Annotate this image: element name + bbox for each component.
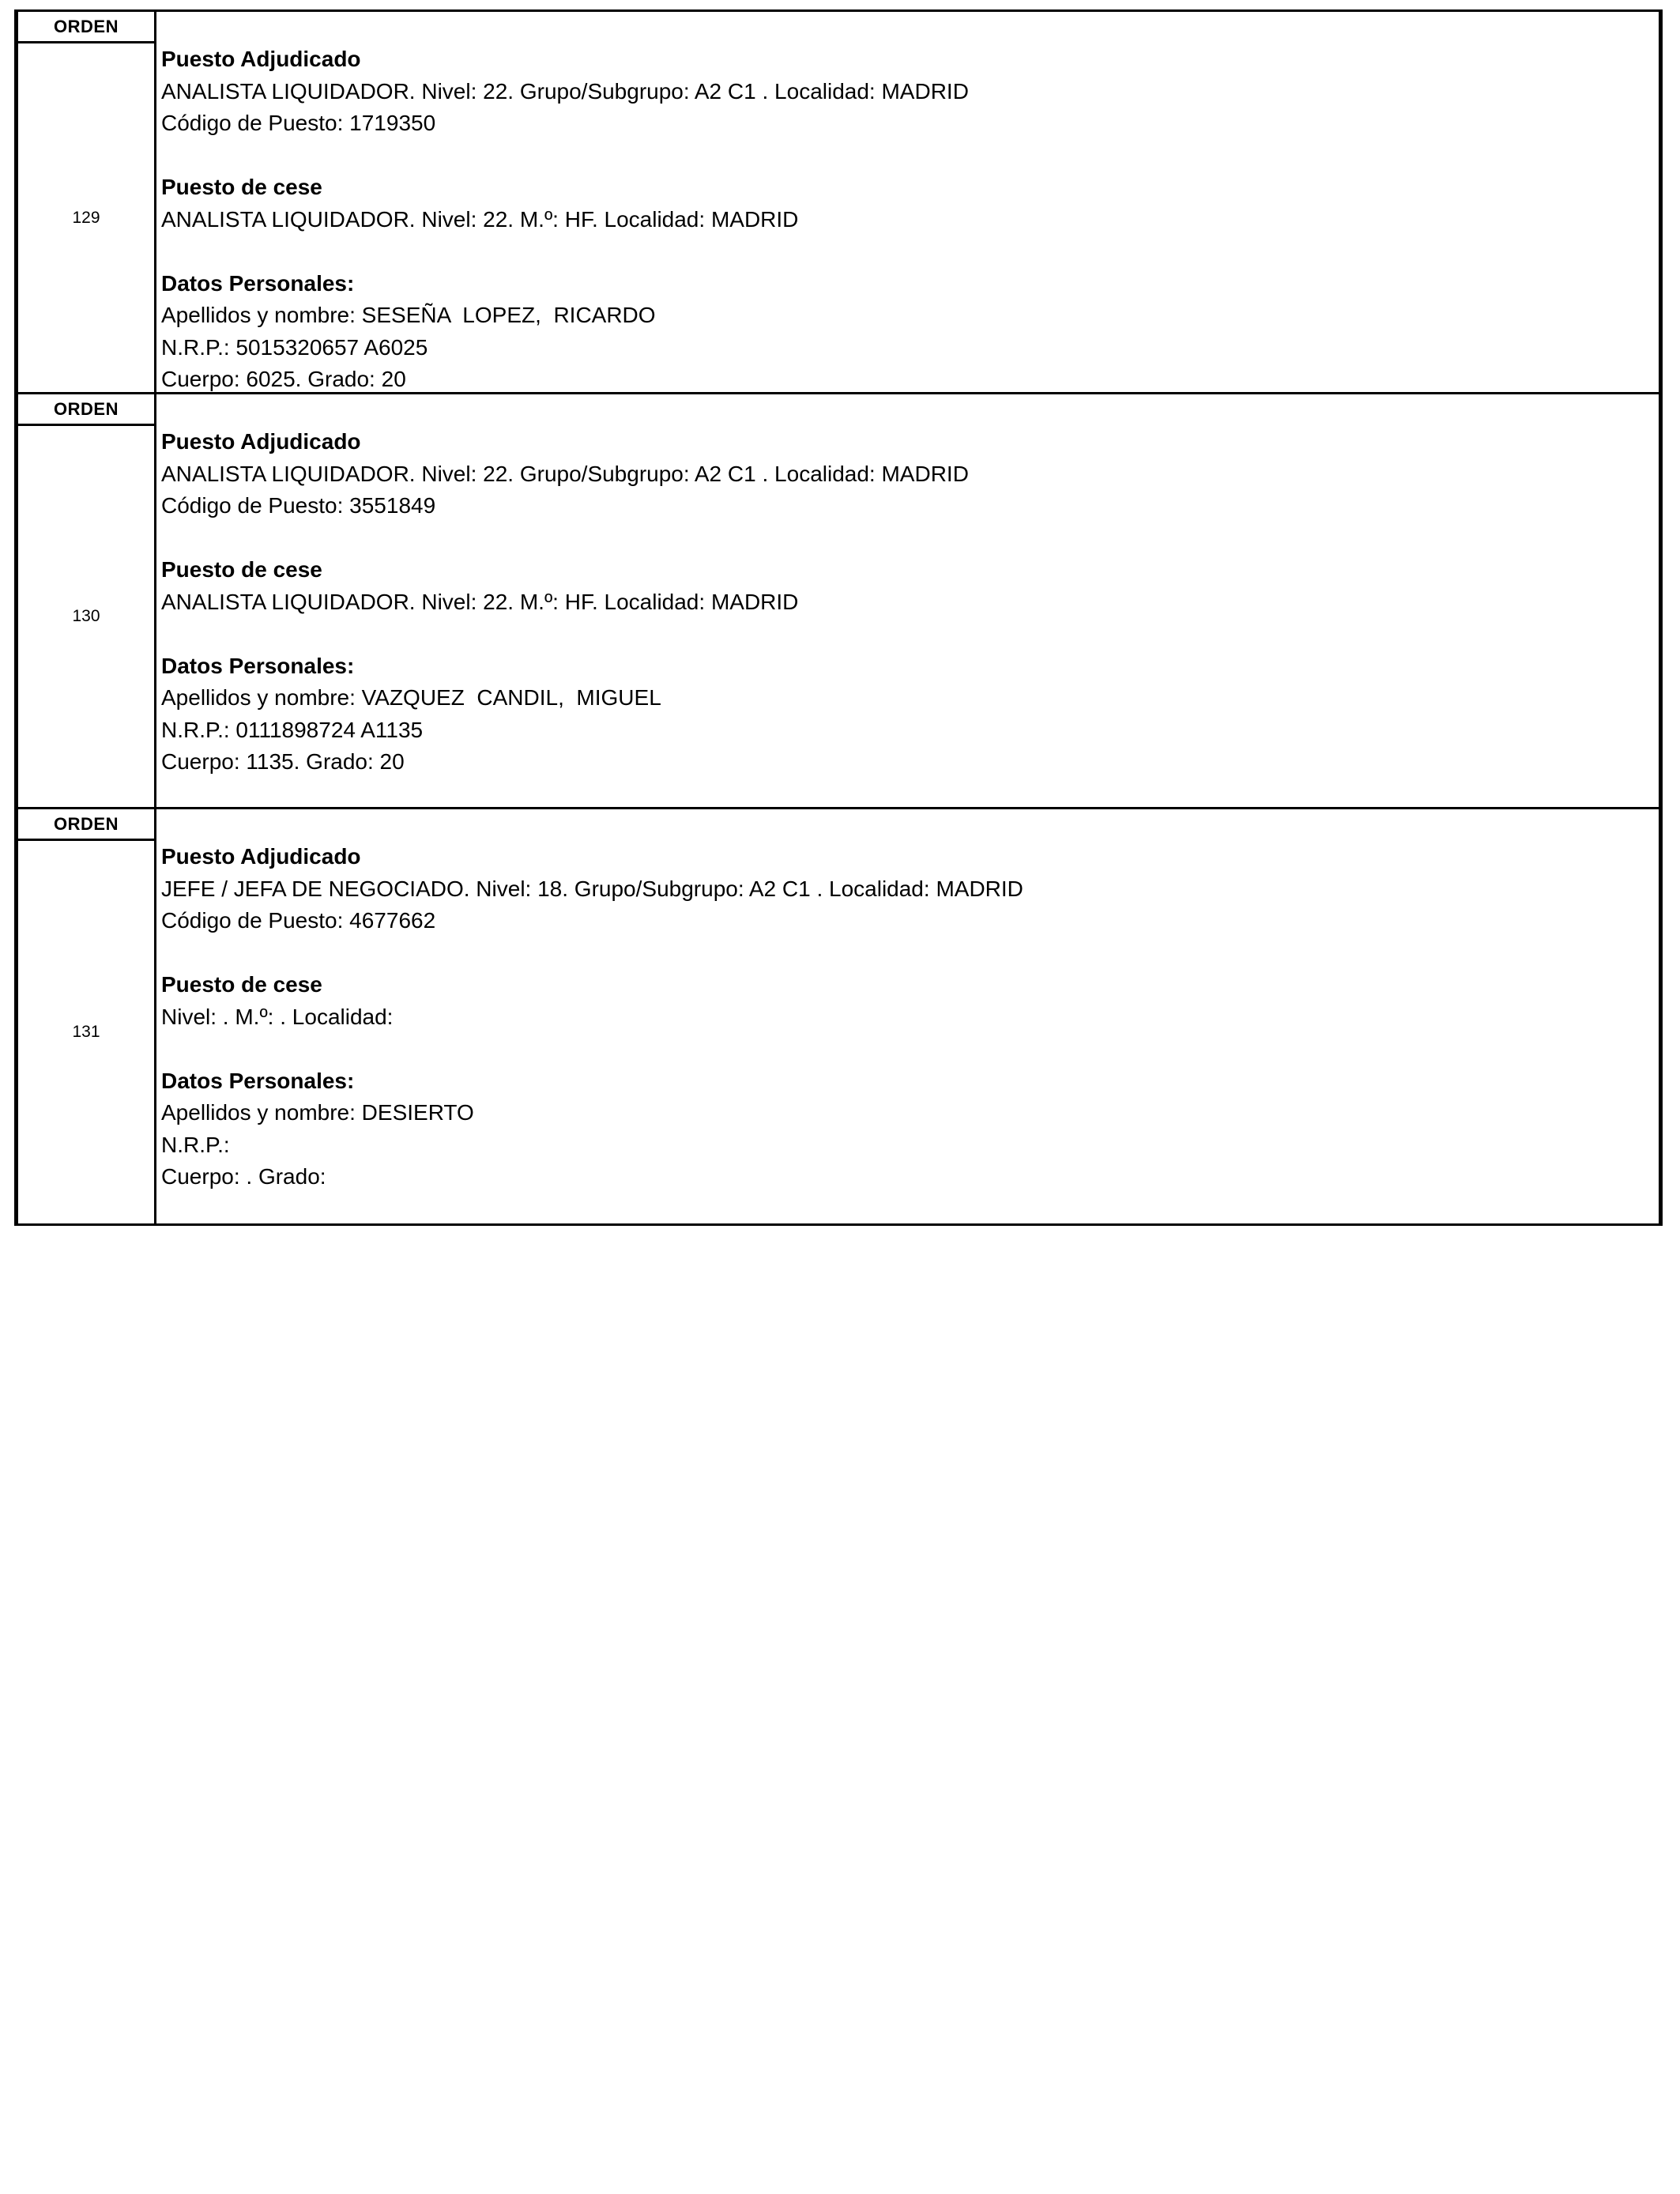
puesto-adjudicado-title: Puesto Adjudicado [161,844,361,869]
cuerpo-grado: Cuerpo: 6025. Grado: 20 [161,367,406,391]
puesto-cese-line: ANALISTA LIQUIDADOR. Nivel: 22. M.º: HF. Localidad: MADRID [161,589,799,614]
puesto-cese-title: Puesto de cese [161,972,322,997]
apellidos-nombre: Apellidos y nombre: VAZQUEZ CANDIL, MIGUEL [161,685,661,710]
blank-line [161,140,1659,172]
orden-number: 130 [72,607,100,625]
nrp: N.R.P.: 0111898724 A1135 [161,717,424,742]
blank-line [161,522,1659,555]
record-details [156,809,1659,1223]
nrp: N.R.P.: [161,1132,230,1157]
table-row [18,394,1659,809]
table-row [18,12,1659,394]
orden-header: ORDEN [18,809,154,841]
apellidos-nombre: Apellidos y nombre: SESEÑA LOPEZ, RICARDO [161,303,656,327]
datos-personales-title: Datos Personales: [161,270,355,296]
orden-header: ORDEN [18,394,154,426]
nrp: N.R.P.: 5015320657 A6025 [161,334,428,360]
cuerpo-grado: Cuerpo: 1135. Grado: 20 [161,749,405,774]
orden-column [18,809,156,1223]
cuerpo-grado: Cuerpo: . Grado: [161,1164,326,1189]
blank-line [161,1033,1659,1065]
apellidos-nombre: Apellidos y nombre: DESIERTO [161,1100,474,1125]
record-details [156,394,1659,807]
blank-line [161,618,1659,650]
datos-personales-title: Datos Personales: [161,653,355,678]
datos-personales-title: Datos Personales: [161,1068,355,1093]
puesto-adjudicado-title: Puesto Adjudicado [161,47,361,71]
record-details [156,12,1659,392]
orden-column [18,394,156,807]
orden-number: 131 [72,1023,100,1041]
puesto-adjudicado-line: JEFE / JEFA DE NEGOCIADO. Nivel: 18. Grupo/Subgrupo: A2 C1 . Localidad: MADRID [161,876,1023,901]
puesto-cese-line: ANALISTA LIQUIDADOR. Nivel: 22. M.º: HF. Localidad: MADRID [161,206,799,232]
codigo-puesto: Código de Puesto: 3551849 [161,493,436,518]
orden-header: ORDEN [18,12,154,43]
puesto-adjudicado-line: ANALISTA LIQUIDADOR. Nivel: 22. Grupo/Subgrupo: A2 C1 . Localidad: MADRID [161,461,969,486]
blank-line [161,937,1659,970]
table-row [18,809,1659,1223]
puesto-cese-title: Puesto de cese [161,557,322,582]
codigo-puesto: Código de Puesto: 4677662 [161,908,436,933]
codigo-puesto: Código de Puesto: 1719350 [161,111,436,135]
puesto-cese-title: Puesto de cese [161,175,322,199]
blank-line [161,236,1659,268]
puesto-adjudicado-title: Puesto Adjudicado [161,429,361,454]
adjudication-table [14,9,1663,1226]
orden-column [18,12,156,392]
puesto-adjudicado-line: ANALISTA LIQUIDADOR. Nivel: 22. Grupo/Subgrupo: A2 C1 . Localidad: MADRID [161,78,969,104]
puesto-cese-line: Nivel: . M.º: . Localidad: [161,1004,394,1029]
orden-number: 129 [72,208,100,227]
